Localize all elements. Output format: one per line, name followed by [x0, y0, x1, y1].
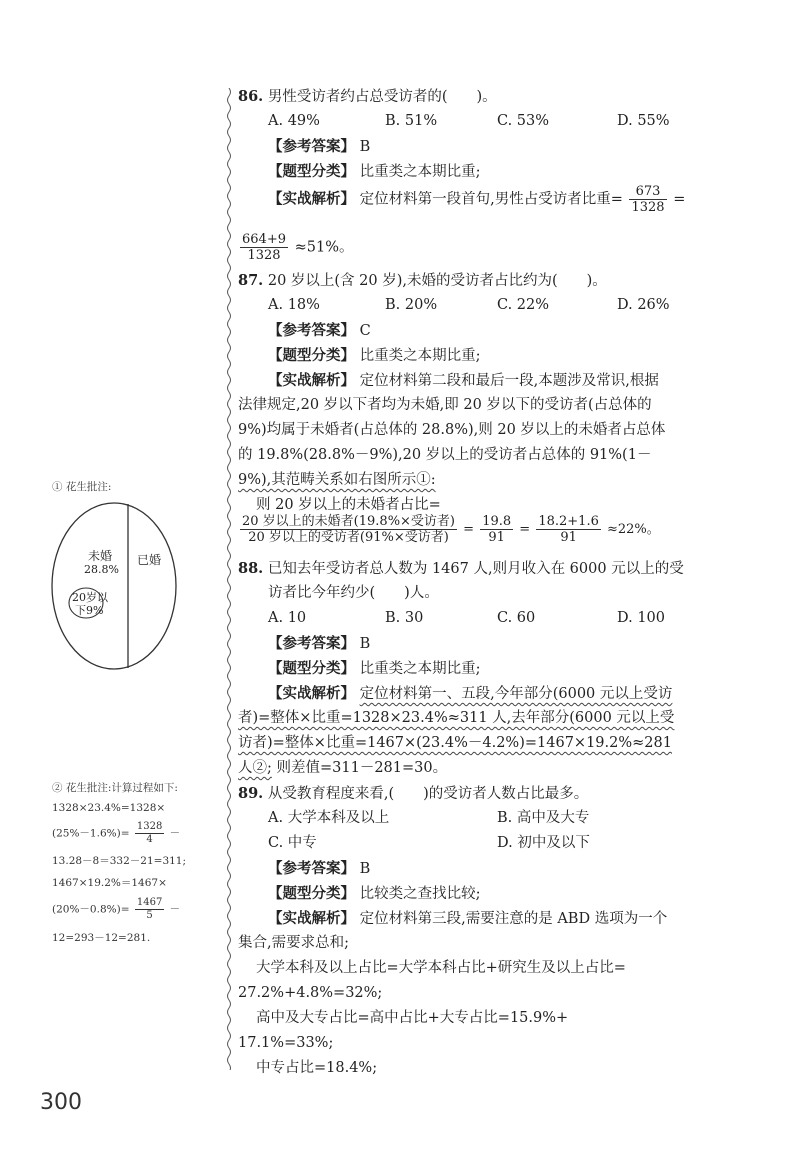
analysis-label: 【实战解析】	[268, 910, 355, 927]
analysis-label: 【实战解析】	[268, 190, 355, 208]
q87-formula-fraction-1	[240, 514, 457, 545]
q88-option-a: A. 10	[268, 610, 307, 626]
side2-frac2-after: －	[169, 903, 181, 916]
q88-analysis-line-4	[238, 756, 447, 781]
q88-analysis-line-2: 者)=整体×比重=1328×23.4%≈311 人,去年部分(6000 元以上受	[238, 710, 675, 726]
category-diagram	[50, 500, 178, 672]
q87-f2-den: 91	[488, 530, 505, 545]
q86-frac1-den: 1328	[631, 200, 665, 215]
q86-type: 比重类之本期比重;	[359, 164, 481, 180]
q87-f2-num: 19.8	[482, 514, 512, 529]
value-unmarried: 28.8%	[84, 563, 119, 576]
side-note-2-line-7: 12=293－12=281.	[52, 932, 151, 944]
q89-analysis-row	[268, 906, 667, 932]
outer-ellipse	[52, 503, 176, 669]
q89-stem-text: 从受教育程度来看,( )的受访者人数占比最多。	[267, 786, 589, 802]
q86-answer-row	[268, 134, 370, 160]
side2-frac1-after: －	[169, 827, 181, 840]
side2-frac1-num: 1328	[136, 821, 163, 832]
q89-number: 89.	[238, 785, 264, 802]
side2-frac2-num: 1467	[136, 897, 163, 908]
q89-stem	[238, 781, 588, 807]
q87-type: 比重类之本期比重;	[359, 348, 481, 364]
side-note-2-fraction-1	[135, 821, 164, 846]
q87-formula-den: 20 岁以上的受访者(91%×受访者)	[248, 530, 449, 545]
q86-result-row	[238, 232, 353, 263]
q87-answer: C	[359, 323, 371, 339]
q89-option-c: C. 中专	[268, 835, 317, 851]
q89-type: 比较类之查找比较;	[359, 886, 481, 902]
side2-frac1-den: 4	[146, 834, 153, 845]
q88-option-b: B. 30	[385, 610, 424, 626]
q89-analysis-line-3: 大学本科及以上占比=大学本科占比+研究生及以上占比=	[256, 960, 626, 976]
side-note-2-line-3	[52, 821, 180, 846]
q86-option-b: B. 51%	[385, 113, 438, 129]
q87-number: 87.	[238, 272, 264, 289]
side-note-2-line-6	[52, 897, 180, 922]
q88-stem-text-1: 已知去年受访者总人数为 1467 人,则月收入在 6000 元以上的受	[267, 561, 684, 577]
label-married: 已婚	[137, 553, 162, 567]
q88-number: 88.	[238, 560, 264, 577]
q87-type-row	[268, 343, 481, 369]
label-unmarried: 未婚	[88, 549, 113, 563]
q88-type: 比重类之本期比重;	[359, 661, 481, 677]
q86-frac1-num: 673	[629, 184, 666, 200]
q89-answer: B	[359, 861, 371, 877]
q89-option-b: B. 高中及大专	[497, 810, 590, 826]
q87-analysis-line-6: 则 20 岁以上的未婚者占比=	[256, 497, 441, 513]
q86-type-row	[268, 159, 481, 185]
q87-formula-end: ≈22%。	[607, 522, 660, 537]
q89-analysis-line-6: 17.1%=33%;	[238, 1035, 334, 1051]
q86-fraction-2	[240, 232, 288, 263]
q88-analysis-line-3: 访者)=整体×比重=1467×(23.4%－4.2%)=1467×19.2%≈281	[238, 735, 672, 751]
page-number: 300	[40, 1090, 82, 1115]
value-under-20: 下9%	[75, 604, 104, 617]
answer-label: 【参考答案】	[268, 138, 355, 155]
q89-analysis-line-4: 27.2%+4.8%=32%;	[238, 985, 383, 1001]
q87-analysis-line-5: 9%),其范畴关系如右图所示①:	[238, 472, 436, 488]
type-label: 【题型分类】	[268, 885, 355, 902]
answer-label: 【参考答案】	[268, 322, 355, 339]
q87-option-b: B. 20%	[385, 297, 438, 313]
type-label: 【题型分类】	[268, 660, 355, 677]
q88-analysis-row	[268, 681, 672, 707]
q86-analysis-lead: 定位材料第一段首句,男性占受访者比重=	[359, 191, 623, 208]
q87-formula-num: 20 岁以上的未婚者(19.8%×受访者)	[242, 514, 456, 529]
column-divider	[226, 88, 232, 1070]
q86-option-d: D. 55%	[617, 113, 670, 129]
q86-analysis-row	[268, 184, 685, 215]
q89-option-d: D. 初中及以下	[497, 835, 590, 851]
q88-answer: B	[359, 636, 371, 652]
q88-stem-2: 访者比今年约少( )人。	[268, 585, 439, 601]
q86-result: ≈51%。	[294, 239, 354, 256]
q86-stem-text: 男性受访者约占总受访者的( )。	[267, 89, 497, 105]
side-note-2-line-1: ② 花生批注:计算过程如下:	[52, 782, 178, 794]
q87-analysis-line-3: 9%)均属于未婚者(占总体的 28.8%),则 20 岁以上的未婚者占总体	[238, 422, 666, 438]
q87-analysis-line-4: 的 19.8%(28.8%－9%),20 岁以上的受访者占总体的 91%(1－	[238, 447, 652, 463]
q87-formula-eq-1: =	[463, 522, 475, 537]
q86-stem	[238, 84, 497, 110]
q87-analysis-line-1: 定位材料第二段和最后一段,本题涉及常识,根据	[359, 373, 659, 389]
q89-analysis-line-5: 高中及大专占比=高中占比+大专占比=15.9%+	[256, 1010, 569, 1026]
answer-label: 【参考答案】	[268, 635, 355, 652]
q87-formula-fraction-3	[536, 514, 601, 545]
q89-option-a: A. 大学本科及以上	[268, 810, 390, 826]
q89-analysis-line-7: 中专占比=18.4%;	[256, 1060, 378, 1076]
q86-frac2-num: 664+9	[242, 232, 286, 247]
q89-answer-row	[268, 856, 370, 882]
q89-analysis-line-2: 集合,需要求总和;	[238, 935, 349, 951]
q88-option-c: C. 60	[497, 610, 536, 626]
side-note-2-fraction-2	[135, 897, 164, 922]
side-note-2-line-4: 13.28－8＝332－21=311;	[52, 855, 187, 867]
analysis-label: 【实战解析】	[268, 685, 355, 702]
q87-answer-row	[268, 318, 371, 344]
side-note-2-line-6-text: (20%－0.8%)=	[52, 903, 130, 916]
q87-option-d: D. 26%	[617, 297, 670, 313]
q87-formula-fraction-2	[480, 514, 513, 545]
q86-frac1-after: =	[673, 191, 686, 208]
q86-option-c: C. 53%	[497, 113, 550, 129]
q88-line4b: 则差值=311－281=30。	[276, 760, 448, 776]
q88-analysis-line-1: 定位材料第一、五段,今年部分(6000 元以上受访	[359, 686, 673, 702]
q88-option-d: D. 100	[617, 610, 666, 626]
q89-analysis-line-1: 定位材料第三段,需要注意的是 ABD 选项为一个	[359, 911, 668, 927]
q88-line4a: 人②;	[238, 760, 272, 776]
q87-option-a: A. 18%	[268, 297, 320, 313]
q88-type-row	[268, 656, 481, 682]
type-label: 【题型分类】	[268, 163, 355, 180]
q87-analysis-row	[268, 368, 659, 394]
q87-stem-text: 20 岁以上(含 20 岁),未婚的受访者占比约为( )。	[267, 273, 607, 289]
q87-f3-den: 91	[560, 530, 577, 545]
q88-answer-row	[268, 631, 370, 657]
analysis-label: 【实战解析】	[268, 372, 355, 389]
q87-analysis-line-2: 法律规定,20 岁以下者均为未婚,即 20 岁以下的受访者(占总体的	[238, 397, 652, 413]
q88-stem-1	[238, 556, 684, 582]
type-label: 【题型分类】	[268, 347, 355, 364]
q86-answer: B	[359, 139, 371, 155]
q86-frac2-den: 1328	[247, 248, 281, 263]
q87-formula-eq-2: =	[519, 522, 531, 537]
answer-label: 【参考答案】	[268, 860, 355, 877]
q86-fraction-1	[629, 184, 666, 215]
q86-option-a: A. 49%	[268, 113, 320, 129]
side-note-2-line-2: 1328×23.4%=1328×	[52, 802, 166, 814]
label-under-20: 20岁以	[72, 591, 108, 604]
side-note-1-title: ① 花生批注:	[52, 481, 112, 493]
q87-option-c: C. 22%	[497, 297, 550, 313]
q86-number: 86.	[238, 88, 264, 105]
side-note-2-line-3-text: (25%－1.6%)=	[52, 827, 130, 840]
q89-type-row	[268, 881, 481, 907]
side-note-2-line-5: 1467×19.2%＝1467×	[52, 877, 167, 889]
side2-frac2-den: 5	[146, 910, 153, 921]
q87-f3-num: 18.2+1.6	[538, 514, 599, 529]
q87-formula	[238, 514, 660, 545]
q87-stem	[238, 268, 607, 294]
category-diagram-svg	[50, 500, 178, 672]
